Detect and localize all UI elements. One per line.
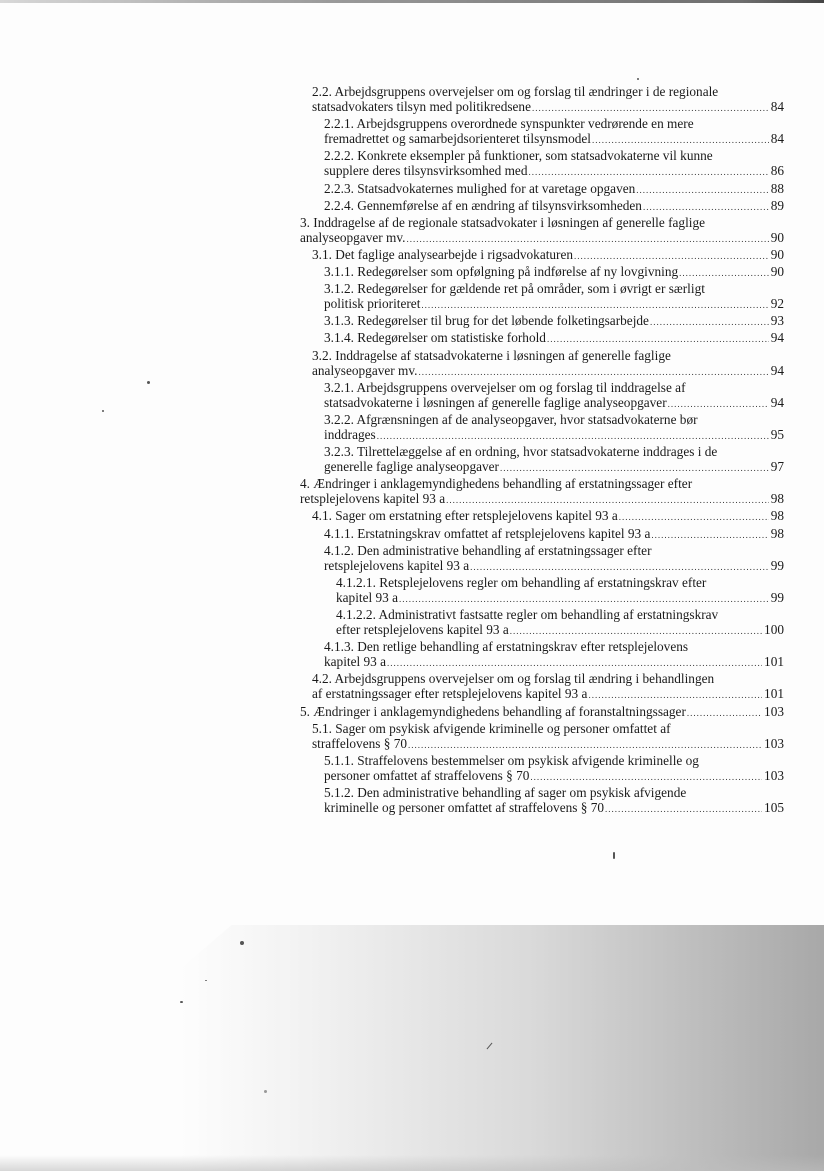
dot-leader xyxy=(619,510,769,525)
toc-entry[interactable] xyxy=(300,84,784,116)
toc-entry-title-line: 3.1.4. Redegørelser om statistiske forhold xyxy=(324,330,546,346)
toc-entry-title-line: 3.2.3. Tilrettelæggelse af en ordning, hvor statsadvokaterne inddrages i de xyxy=(324,444,718,460)
dot-leader xyxy=(650,315,769,330)
dot-leader xyxy=(528,165,768,180)
toc-entry-leader-row xyxy=(324,131,784,148)
toc-entry-leader-row xyxy=(324,198,784,215)
dot-leader xyxy=(605,802,762,817)
toc-page-number: 95 xyxy=(770,426,784,442)
toc-entry[interactable] xyxy=(300,330,784,347)
dot-leader xyxy=(500,461,769,476)
toc-entry-title-line: fremadrettet og samarbejdsorienteret tilsynsmodel xyxy=(324,131,591,147)
toc-page-number: 89 xyxy=(770,197,784,213)
toc-entry-title-line: retsplejelovens kapitel 93 a xyxy=(300,491,446,507)
toc-entry-leader-row xyxy=(324,800,784,817)
scan-speck xyxy=(102,410,104,412)
toc-entry[interactable] xyxy=(300,380,784,412)
toc-page-number: 90 xyxy=(770,229,784,245)
toc-entry-title-line: 5.1.2. Den administrative behandling af sager om psykisk afvigende xyxy=(324,785,687,801)
scan-top-edge xyxy=(0,0,824,3)
toc-entry-title-line: retsplejelovens kapitel 93 a xyxy=(324,557,470,573)
toc-entry[interactable] xyxy=(300,753,784,785)
toc-entry-leader-row xyxy=(324,427,784,444)
dot-leader xyxy=(470,560,769,575)
toc-page-number: 99 xyxy=(770,557,784,573)
toc-entry[interactable] xyxy=(300,526,784,543)
toc-entry-title-line: 4.1.3. Den retlige behandling af erstatningskrav efter retsplejelovens xyxy=(324,639,689,655)
dot-leader xyxy=(588,688,762,703)
dot-leader xyxy=(651,528,768,543)
toc-entry-title-line: 3.2.1. Arbejdsgruppens overvejelser om og forslag til inddragelse af xyxy=(324,379,686,395)
toc-page-number: 105 xyxy=(764,800,784,816)
toc-page-number: 98 xyxy=(770,525,784,541)
toc-entry-title-line: 3.1. Det faglige analysearbejde i rigsadvokaturen xyxy=(312,246,574,262)
toc-entry[interactable] xyxy=(300,412,784,444)
toc-entry[interactable] xyxy=(300,247,784,264)
toc-entry[interactable] xyxy=(300,264,784,281)
toc-entry-leader-row xyxy=(324,654,784,671)
toc-entry-title-line: 4. Ændringer i anklagemyndighedens behandling af erstatningssager efter xyxy=(300,476,693,492)
toc-entry-title-line: 2.2.3. Statsadvokaternes mulighed for at varetage opgaven xyxy=(324,180,636,196)
toc-entry-leader-row xyxy=(300,704,784,721)
dot-leader xyxy=(687,706,762,721)
toc-entry-leader-row xyxy=(324,313,784,330)
toc-entry[interactable] xyxy=(300,575,784,607)
toc-page-number: 84 xyxy=(770,131,784,147)
toc-entry-title-line: 5.1. Sager om psykisk afvigende kriminelle og personer omfattet af xyxy=(312,720,671,736)
dot-leader xyxy=(510,624,762,639)
toc-entry-title-line: straffelovens § 70 xyxy=(312,735,408,751)
toc-entry-title-line: politisk prioriteret xyxy=(324,296,421,312)
toc-entry[interactable] xyxy=(300,508,784,525)
toc-page-number: 103 xyxy=(764,735,784,751)
toc-page-number: 94 xyxy=(770,394,784,410)
toc-page-number: 86 xyxy=(770,163,784,179)
toc-entry-title-line: kapitel 93 a xyxy=(336,589,399,605)
scan-shadow xyxy=(180,925,824,1171)
toc-page-number: 92 xyxy=(770,296,784,312)
scan-speck xyxy=(205,980,207,981)
toc-entry-leader-row xyxy=(324,296,784,313)
toc-entry[interactable] xyxy=(300,785,784,817)
toc-entry[interactable] xyxy=(300,721,784,753)
toc-entry-title-line: 5.1.1. Straffelovens bestemmelser om psykisk afvigende kriminelle og xyxy=(324,752,699,768)
toc-page-number: 103 xyxy=(764,703,784,719)
toc-entry-title-line: 3.1.1. Redegørelser som opfølgning på indførelse af ny lovgivning xyxy=(324,264,679,280)
dot-leader xyxy=(532,101,769,116)
toc-entry-leader-row xyxy=(324,459,784,476)
toc-entry-title-line: kapitel 93 a xyxy=(324,654,387,670)
toc-entry-title-line: analyseopgaver mv. xyxy=(300,229,406,245)
toc-page-number: 100 xyxy=(764,622,784,638)
toc-entry[interactable] xyxy=(300,281,784,313)
dot-leader xyxy=(408,738,762,753)
toc-entry-leader-row xyxy=(336,590,784,607)
toc-page-number: 97 xyxy=(770,459,784,475)
toc-entry-leader-row xyxy=(300,491,784,508)
dot-leader xyxy=(387,656,762,671)
dot-leader xyxy=(636,183,768,198)
scan-speck xyxy=(637,78,639,80)
toc-entry-title-line: 3. Inddragelse af de regionale statsadvokater i løsningen af generelle faglige xyxy=(300,214,706,230)
dot-leader xyxy=(418,365,768,380)
toc-entry-title-line: analyseopgaver mv. xyxy=(312,362,418,378)
toc-entry[interactable] xyxy=(300,116,784,148)
toc-entry-title-line: 2.2.1. Arbejdsgruppens overordnede synspunkter vedrørende en mere xyxy=(324,116,694,132)
toc-entry-title-line: personer omfattet af straffelovens § 70 xyxy=(324,767,530,783)
toc-entry[interactable] xyxy=(300,148,784,180)
toc-entry-leader-row xyxy=(312,686,784,703)
dot-leader xyxy=(530,770,762,785)
toc-entry-title-line: 3.1.3. Redegørelser til brug for det løbende folketingsarbejde xyxy=(324,313,649,329)
toc-page-number: 84 xyxy=(770,99,784,115)
scan-speck xyxy=(613,852,615,859)
toc-entry[interactable] xyxy=(300,348,784,380)
toc-page-number: 99 xyxy=(770,589,784,605)
toc-entry-title-line: inddrages xyxy=(324,426,376,442)
toc-entry-title-line: af erstatningssager efter retsplejelovens kapitel 93 a xyxy=(312,686,588,702)
dot-leader xyxy=(446,493,769,508)
toc-entry[interactable] xyxy=(300,215,784,247)
toc-entry-leader-row xyxy=(336,622,784,639)
toc-entry-leader-row xyxy=(324,181,784,198)
toc-entry-leader-row xyxy=(312,508,784,525)
toc-entry-title-line: efter retsplejelovens kapitel 93 a xyxy=(336,622,509,638)
dot-leader xyxy=(547,332,769,347)
toc-page-number: 90 xyxy=(770,264,784,280)
toc-entry-title-line: 3.2.2. Afgrænsningen af de analyseopgaver, hvor statsadvokaterne bør xyxy=(324,411,698,427)
scan-speck xyxy=(264,1090,267,1093)
toc-entry-title-line: supplere deres tilsynsvirksomhed med xyxy=(324,163,528,179)
toc-entry-title-line: statsadvokaterne i løsningen af generelle faglige analyseopgaver xyxy=(324,394,667,410)
toc-entry-title-line: 2.2.4. Gennemførelse af en ændring af tilsynsvirksomheden xyxy=(324,197,642,213)
toc-entry[interactable] xyxy=(300,198,784,215)
toc-page-number: 94 xyxy=(770,362,784,378)
toc-page-number: 93 xyxy=(770,313,784,329)
dot-leader xyxy=(592,133,769,148)
scan-speck xyxy=(240,941,244,945)
toc-entry[interactable] xyxy=(300,476,784,508)
toc-entry-leader-row xyxy=(324,526,784,543)
toc-page-number: 101 xyxy=(764,654,784,670)
toc-entry-leader-row xyxy=(324,163,784,180)
toc-entry-leader-row xyxy=(312,363,784,380)
toc-entry-title-line: 2.2. Arbejdsgruppens overvejelser om og forslag til ændringer i de regionale xyxy=(312,84,719,99)
toc-entry-leader-row xyxy=(312,99,784,116)
dot-leader xyxy=(421,298,768,313)
dot-leader xyxy=(377,429,769,444)
toc-entry-leader-row xyxy=(324,558,784,575)
toc-entry[interactable] xyxy=(300,543,784,575)
dot-leader xyxy=(679,266,769,281)
dot-leader xyxy=(406,232,768,247)
toc-entry-title-line: kriminelle og personer omfattet af straffelovens § 70 xyxy=(324,800,605,816)
toc-page-number: 94 xyxy=(770,330,784,346)
toc-entry[interactable] xyxy=(300,607,784,639)
toc-entry-title-line: 3.2. Inddragelse af statsadvokaterne i løsningen af generelle faglige xyxy=(312,347,671,363)
toc-page-number: 103 xyxy=(764,767,784,783)
toc-page-number: 90 xyxy=(770,246,784,262)
toc-entry-leader-row xyxy=(324,768,784,785)
toc-entry[interactable] xyxy=(300,444,784,476)
toc-entry-leader-row xyxy=(312,736,784,753)
toc-entry[interactable] xyxy=(300,704,784,721)
dot-leader xyxy=(399,592,769,607)
toc-entry-title-line: 4.1. Sager om erstatning efter retsplejelovens kapitel 93 a xyxy=(312,508,618,524)
toc-entry-title-line: 3.1.2. Redegørelser for gældende ret på områder, som i øvrigt er særligt xyxy=(324,281,705,297)
dot-leader xyxy=(668,397,769,412)
table-of-contents xyxy=(300,84,784,817)
toc-page-number: 101 xyxy=(764,686,784,702)
toc-entry-leader-row xyxy=(300,230,784,247)
toc-page-number: 98 xyxy=(770,508,784,524)
dot-leader xyxy=(643,200,769,215)
toc-entry-leader-row xyxy=(312,247,784,264)
toc-page-number: 88 xyxy=(770,180,784,196)
toc-entry-leader-row xyxy=(324,330,784,347)
scan-speck xyxy=(180,1001,183,1003)
toc-entry[interactable] xyxy=(300,181,784,198)
toc-page-number: 98 xyxy=(770,491,784,507)
dot-leader xyxy=(574,249,769,264)
toc-entry-title-line: 4.1.2.1. Retsplejelovens regler om behandling af erstatningskrav efter xyxy=(336,574,707,590)
toc-entry[interactable] xyxy=(300,671,784,703)
toc-entry[interactable] xyxy=(300,639,784,671)
toc-entry-leader-row xyxy=(324,264,784,281)
scan-bottom-edge xyxy=(0,1155,824,1171)
toc-entry-title-line: 5. Ændringer i anklagemyndighedens behandling af foranstaltningssager xyxy=(300,703,686,719)
toc-entry-title-line: generelle faglige analyseopgaver xyxy=(324,459,499,475)
toc-entry-title-line: 4.1.1. Erstatningskrav omfattet af retsplejelovens kapitel 93 a xyxy=(324,525,651,541)
toc-entry-title-line: 4.1.2.2. Administrativt fastsatte regler om behandling af erstatningskrav xyxy=(336,607,719,622)
toc-entry-title-line: 2.2.2. Konkrete eksempler på funktioner, som statsadvokaterne vil kunne xyxy=(324,148,713,164)
toc-entry-title-line: 4.2. Arbejdsgruppens overvejelser om og forslag til ændring i behandlingen xyxy=(312,671,715,687)
toc-entry-title-line: statsadvokaters tilsyn med politikredsene xyxy=(312,99,531,115)
toc-entry[interactable] xyxy=(300,313,784,330)
scan-speck xyxy=(147,381,150,384)
toc-entry-leader-row xyxy=(324,395,784,412)
toc-entry-title-line: 4.1.2. Den administrative behandling af erstatningssager efter xyxy=(324,542,652,558)
